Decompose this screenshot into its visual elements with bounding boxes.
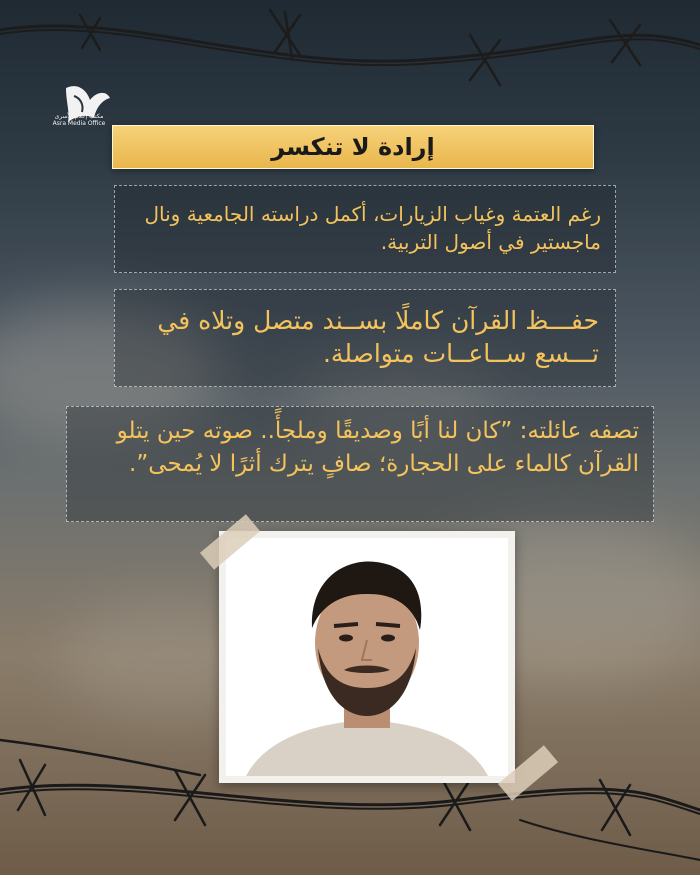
logo-name: مكتب إعلام الأسرى <box>54 113 104 120</box>
text-box-quran <box>114 289 616 387</box>
logo-subtitle: Asra Media Office <box>52 120 106 127</box>
page-title: إرادة لا تنكسر <box>271 133 435 161</box>
text-box-family-quote <box>66 406 654 522</box>
title-banner <box>112 125 594 169</box>
paragraph-quran: حفـــظ القرآن كاملًا بســند متصل وتلاه في تـــسع ســاعــات متواصلة. <box>157 306 599 368</box>
portrait-photo <box>226 538 508 776</box>
text-box-study <box>114 185 616 273</box>
logo-text <box>34 113 124 127</box>
photo-frame <box>219 531 515 783</box>
paragraph-study: رغم العتمة وغياب الزيارات، أكمل دراسته الجامعية ونال ماجستير في أصول التربية. <box>144 202 601 254</box>
paragraph-family-quote: تصفه عائلته: ”كان لنا أبًا وصديقًا وملجأً.. صوته حين يتلو القرآن كالماء على الحجارة؛ صافٍ يترك أثرًا لا يُمحى”. <box>116 418 639 477</box>
